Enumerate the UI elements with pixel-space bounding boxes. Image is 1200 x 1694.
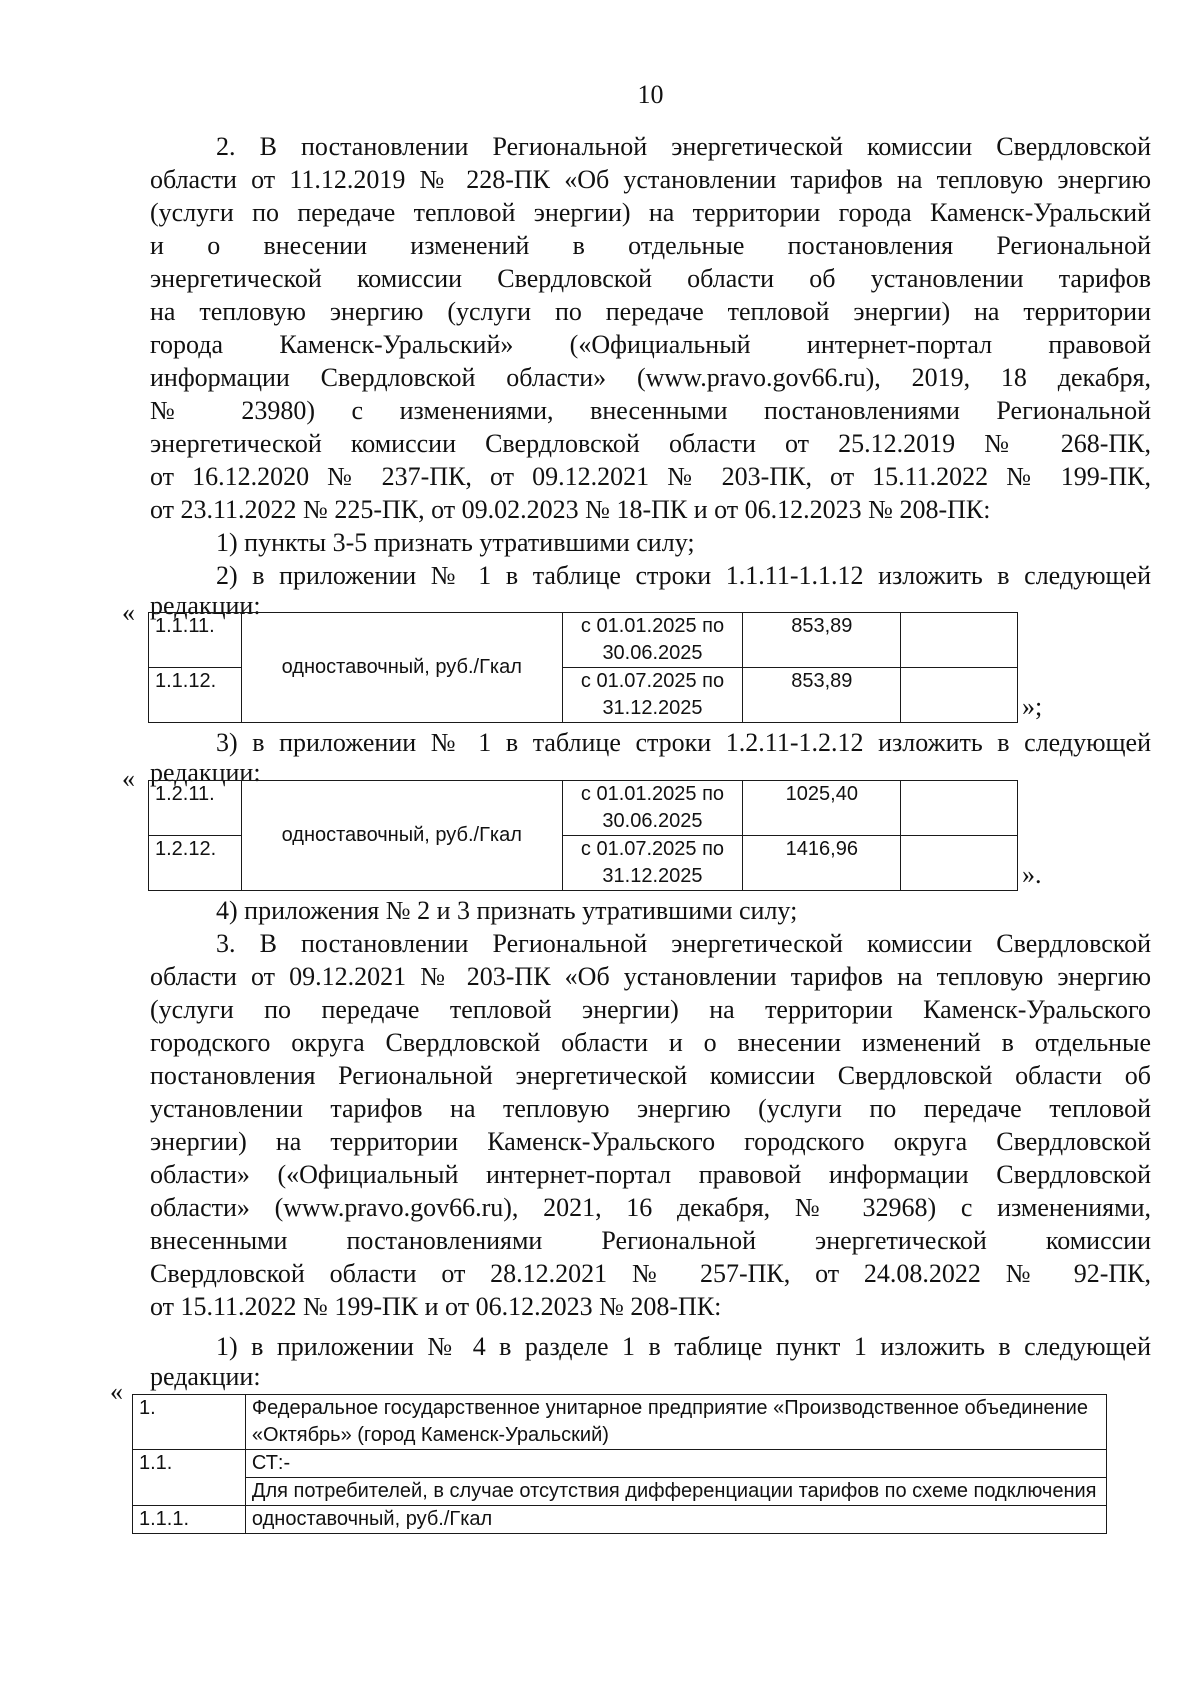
section-3-line: энергии) на территории Каменск-Уральского городского округа Свердловской xyxy=(150,1127,1151,1156)
row-text: Для потребителей, в случае отсутствия дифференциации тарифов по схеме подключения xyxy=(245,1478,1106,1506)
section-2-line: 2. В постановлении Региональной энергетической комиссии Свердловской xyxy=(216,132,1151,161)
section-3-line: 3. В постановлении Региональной энергетической комиссии Свердловской xyxy=(216,929,1151,958)
page-number: 10 xyxy=(637,80,664,109)
section-3-line: области» («Официальный интернет-портал правовой информации Свердловской xyxy=(150,1160,1151,1189)
tariff-table-1 xyxy=(148,612,1018,723)
table-2-close-quote: ». xyxy=(1022,860,1042,889)
extra-cell xyxy=(901,781,1018,836)
row-number: 1.2.12. xyxy=(149,836,242,891)
value-cell: 853,89 xyxy=(743,613,901,668)
period-cell: с 01.01.2025 по 30.06.2025 xyxy=(562,781,743,836)
table-row xyxy=(133,1450,1107,1478)
table-1-close-quote: »; xyxy=(1022,692,1043,721)
section-2-item-4: 4) приложения № 2 и 3 признать утратившими силу; xyxy=(216,896,798,925)
extra-cell xyxy=(901,613,1018,668)
section-2-line: энергетической комиссии Свердловской области об установлении тарифов xyxy=(150,264,1151,293)
section-3-line: установлении тарифов на тепловую энергию (услуги по передаче тепловой xyxy=(150,1094,1151,1123)
row-number: 1.1.12. xyxy=(149,668,242,723)
tariff-type-label: одноставочный, руб./Гкал xyxy=(241,781,562,891)
section-2-item-2: 2) в приложении № 1 в таблице строки 1.1.11-1.1.12 изложить в следующей xyxy=(216,561,1151,590)
section-3-item-1-end: редакции: xyxy=(150,1362,261,1391)
table-row xyxy=(133,1506,1107,1534)
section-2-item-1: 1) пункты 3-5 признать утратившими силу; xyxy=(216,528,695,557)
section-3-line: (услуги по передаче тепловой энергии) на территории Каменск-Уральского xyxy=(150,995,1151,1024)
extra-cell xyxy=(901,668,1018,723)
tariff-table-2 xyxy=(148,780,1018,891)
section-2-line: информации Свердловской области» (www.pravo.gov66.ru), 2019, 18 декабря, xyxy=(150,363,1151,392)
period-cell: с 01.07.2025 по 31.12.2025 xyxy=(562,668,743,723)
value-cell: 1416,96 xyxy=(743,836,901,891)
table-1-open-quote: « xyxy=(122,598,135,627)
table-2-open-quote: « xyxy=(122,764,135,793)
section-2-line: энергетической комиссии Свердловской области от 25.12.2019 № 268-ПК, xyxy=(150,429,1151,458)
section-2-line: от 16.12.2020 № 237-ПК, от 09.12.2021 № 203-ПК, от 15.11.2022 № 199-ПК, xyxy=(150,462,1151,491)
section-2-line: (услуги по передаче тепловой энергии) на территории города Каменск-Уральский xyxy=(150,198,1151,227)
section-3-line: области от 09.12.2021 № 203-ПК «Об установлении тарифов на тепловую энергию xyxy=(150,962,1151,991)
table-row xyxy=(149,613,1018,668)
section-2-line: № 23980) с изменениями, внесенными постановлениями Региональной xyxy=(150,396,1151,425)
section-3-line: области» (www.pravo.gov66.ru), 2021, 16 декабря, № 32968) с изменениями, xyxy=(150,1193,1151,1222)
row-number: 1.1.11. xyxy=(149,613,242,668)
table-row xyxy=(149,781,1018,836)
value-cell: 853,89 xyxy=(743,668,901,723)
row-number: 1. xyxy=(133,1395,246,1450)
section-2-line: и о внесении изменений в отдельные постановления Региональной xyxy=(150,231,1151,260)
row-text: Федеральное государственное унитарное предприятие «Производственное объединение «Октябрь» (город Каменск-Уральский) xyxy=(245,1395,1106,1450)
table-3-open-quote: « xyxy=(110,1377,123,1406)
section-3-line: постановления Региональной энергетической комиссии Свердловской области об xyxy=(150,1061,1151,1090)
section-2-item-2-end: редакции: xyxy=(150,591,261,620)
section-2-item-3: 3) в приложении № 1 в таблице строки 1.2.11-1.2.12 изложить в следующей xyxy=(216,728,1151,757)
section-3-item-1: 1) в приложении № 4 в разделе 1 в таблице пункт 1 изложить в следующей xyxy=(216,1332,1151,1361)
table-row xyxy=(133,1395,1107,1450)
row-number: 1.1. xyxy=(133,1450,246,1506)
section-2-line: области от 11.12.2019 № 228-ПК «Об установлении тарифов на тепловую энергию xyxy=(150,165,1151,194)
section-3-line: городского округа Свердловской области и о внесении изменений в отдельные xyxy=(150,1028,1151,1057)
section-3-line: от 15.11.2022 № 199-ПК и от 06.12.2023 № 208-ПК: xyxy=(150,1292,722,1321)
section-2-line: города Каменск-Уральский» («Официальный интернет-портал правовой xyxy=(150,330,1151,359)
section-2-line: на тепловую энергию (услуги по передаче тепловой энергии) на территории xyxy=(150,297,1151,326)
section-2-line: от 23.11.2022 № 225-ПК, от 09.02.2023 № 18-ПК и от 06.12.2023 № 208-ПК: xyxy=(150,495,991,524)
section-3-line: внесенными постановлениями Региональной энергетической комиссии xyxy=(150,1226,1151,1255)
section-3-line: Свердловской области от 28.12.2021 № 257-ПК, от 24.08.2022 № 92-ПК, xyxy=(150,1259,1151,1288)
extra-cell xyxy=(901,836,1018,891)
value-cell: 1025,40 xyxy=(743,781,901,836)
period-cell: с 01.01.2025 по 30.06.2025 xyxy=(562,613,743,668)
row-text: одноставочный, руб./Гкал xyxy=(245,1506,1106,1534)
organization-table xyxy=(132,1394,1107,1534)
section-2-item-3-end: редакции: xyxy=(150,758,261,787)
table-row xyxy=(133,1478,1107,1506)
tariff-type-label: одноставочный, руб./Гкал xyxy=(241,613,562,723)
row-number: 1.1.1. xyxy=(133,1506,246,1534)
row-text: СТ:- xyxy=(245,1450,1106,1478)
row-number: 1.2.11. xyxy=(149,781,242,836)
period-cell: с 01.07.2025 по 31.12.2025 xyxy=(562,836,743,891)
